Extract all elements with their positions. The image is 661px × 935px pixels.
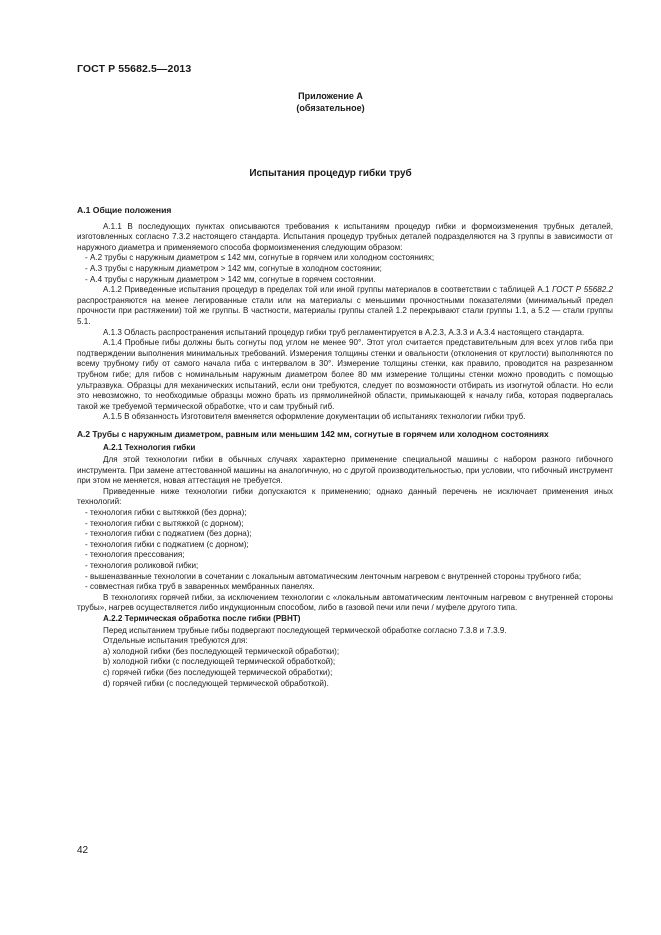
section-heading: А.2 Трубы с наружным диаметром, равным или меньшим 142 мм, согнутые в горячем или холодном состояниях bbox=[77, 428, 549, 439]
paragraph: А.1.3 Область распространения испытаний процедур гибки труб регламентируется в А.2.3, А.3.3 и А.3.4 настоящего стандарта. bbox=[103, 327, 585, 337]
appendix-label: Приложение А bbox=[298, 91, 363, 101]
list-item: - А.3 трубы с наружным диаметром > 142 мм, согнутые в холодном состоянии; bbox=[85, 263, 382, 273]
list-item: - совместная гибка труб в заваренных мембранных панелях. bbox=[85, 582, 315, 592]
list-item: - технология гибки с поджатием (без дорна); bbox=[85, 529, 252, 539]
paragraph: А.1.1 В последующих пунктах описываются требования к испытаниям процедур гибки и формоизменения трубных деталей, изготовленных согласно 7.3.2 настоящего стандарта. Испытания процедур трубных деталей подразделяются на 3 группы в зависимости от наружного диаметра и применяемого способа формоизменения следующим образом: bbox=[77, 221, 613, 252]
paragraph: А.1.4 Пробные гибы должны быть согнуты под углом не менее 90°. Этот угол считается представительным для всех углов гиба при подтверждении выполнения минимальных требований. Измерения толщины стенки и овальности (отклонения от круглости) выполняются по всему трубному гибу от самого начала гиба с интервалом в 30°. Измерение толщины стенки, как правило, проводится на разрезанном трубном гибе; для гибов с номинальным наружным диаметром более 80 мм измерение толщины стенки можно проводить с помощью ультразвука. Образцы для механических испытаний, если они требуются, следует по возможности отбирать из изогнутой области. Но если это невозможно, то необходимые образцы можно брать из прямолинейной области, примыкающей к началу гиба, которая подвергалась такой же требуемой термической обработке, что и сам трубный гиб. bbox=[77, 338, 613, 411]
appendix-status: (обязательное) bbox=[296, 103, 365, 113]
list-item: - технология гибки с поджатием (с дорном); bbox=[85, 539, 249, 549]
paragraph: Приведенные ниже технологии гибки допускаются к применению; однако данный перечень не исключает применения иных технологий: bbox=[77, 486, 613, 507]
paragraph bbox=[77, 285, 613, 327]
list-item: - технология гибки с вытяжкой (без дорна); bbox=[85, 508, 247, 518]
subsection-heading: А.2.2 Термическая обработка после гибки (PBHT) bbox=[103, 613, 301, 623]
list-item: a) холодной гибки (без последующей термической обработки); bbox=[103, 646, 340, 656]
paragraph-text: А.1.2 Приведенные испытания процедур в пределах той или иной группы материалов в соответствии с таблицей А.1 bbox=[103, 285, 553, 295]
page-number: 42 bbox=[77, 845, 89, 856]
standard-code: ГОСТ Р 55682.5—2013 bbox=[77, 63, 192, 75]
list-item: - технология роликовой гибки; bbox=[85, 561, 199, 570]
paragraph: Для этой технологии гибки в обычных случаях характерно применение специальной машины с набором разного гибочного инструмента. При замене аттестованной машины на аналогичную, но с другой производительностью, при условии, что гибочный инструмент при этом не меняется, новая аттестация не требуется. bbox=[77, 455, 613, 486]
list-item: - технология прессования; bbox=[85, 550, 185, 560]
paragraph: В технологиях горячей гибки, за исключением технологии с «локальным автоматическим ленточным нагревом с внутренней стороны трубы», нагрев осуществляется либо индукционным способом, либо в газовой печи или печи / муфеле другого типа. bbox=[77, 592, 613, 613]
paragraph-text: распространяются на менее легированные стали или на материалы с меньшими прочностными показателями (минимальный предел прочности при растяжении) той же группы. В частности, материалы группы сталей 1.2 перекрывают стали группы 1.1, а 5.2 — стали группы 5.1. bbox=[77, 295, 613, 326]
standard-reference: ГОСТ Р 55682.2 bbox=[552, 285, 613, 295]
list-item: - А.4 трубы с наружным диаметром > 142 мм, согнутые в горячем состоянии. bbox=[85, 274, 376, 284]
list-item: b) холодной гибки (с последующей термической обработкой); bbox=[103, 657, 336, 667]
paragraph: А.1.5 В обязанность Изготовителя вменяется оформление документации об испытаниях технологии гибки труб. bbox=[103, 412, 526, 422]
list-item: - А.2 трубы с наружным диаметром ≤ 142 мм, согнутые в горячем или холодном состояниях; bbox=[85, 253, 435, 263]
list-item: - вышеназванные технологии в сочетании с локальным автоматическим ленточным нагревом с внутренней стороны трубного гиба; bbox=[85, 571, 582, 581]
subsection-heading: А.2.1 Технология гибки bbox=[103, 443, 196, 453]
section-heading: А.1 Общие положения bbox=[77, 205, 172, 215]
paragraph: Отдельные испытания требуются для: bbox=[103, 636, 248, 646]
list-item: c) горячей гибки (без последующей термической обработки); bbox=[103, 667, 333, 677]
list-item: - технология гибки с вытяжкой (с дорном); bbox=[85, 518, 244, 528]
appendix-title: Испытания процедур гибки труб bbox=[249, 168, 412, 179]
document-body bbox=[77, 205, 613, 689]
list-item: d) горячей гибки (с последующей термической обработкой). bbox=[103, 678, 329, 688]
paragraph: Перед испытанием трубные гибы подвергают последующей термической обработке согласно 7.3.8 и 7.3.9. bbox=[103, 625, 507, 635]
